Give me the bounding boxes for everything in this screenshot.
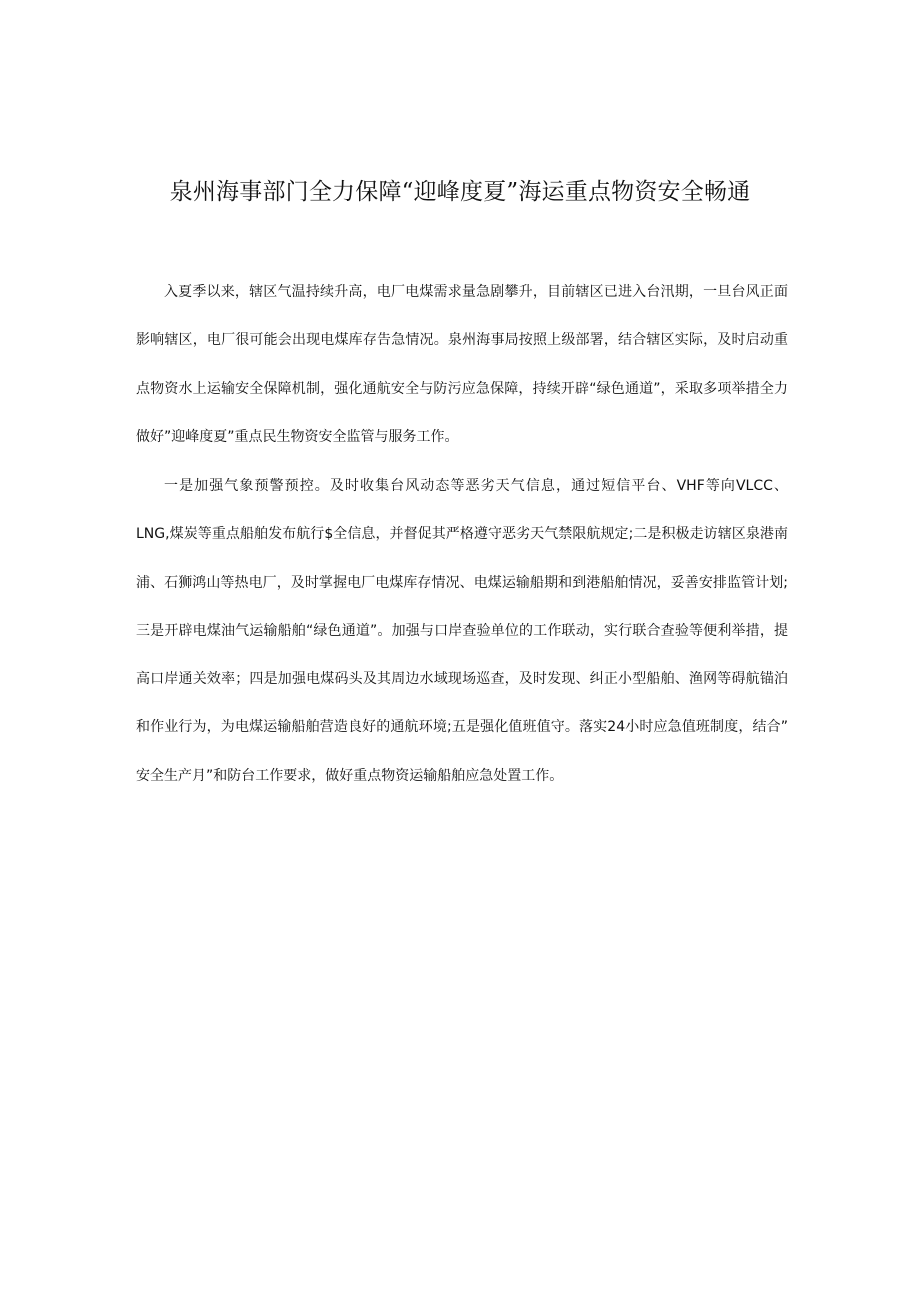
- paragraph-line: 浦、石狮鸿山等热电厂，及时掌握电厂电煤库存情况、电煤运输船期和到港船舶情况，妥善安排监管计划;: [136, 574, 788, 591]
- paragraph-line: 安全生产月”和防台工作要求，做好重点物资运输船舶应急处置工作。: [136, 767, 564, 784]
- paragraph-line: 做好”迎峰度夏”重点民生物资安全监管与服务工作。: [136, 428, 459, 445]
- paragraph-line: LNG,煤炭等重点船舶发布航行$全信息，并督促其严格遵守恶劣天气禁限航规定;二是积极走访辖区泉港南: [136, 526, 788, 543]
- document-title: 泉州海事部门全力保障“迎峰度夏”海运重点物资安全畅通: [169, 179, 751, 205]
- paragraph-line: 入夏季以来，辖区气温持续升高，电厂电煤需求量急剧攀升，目前辖区已进入台汛期，一旦台风正面: [164, 284, 788, 300]
- paragraph-line: 影响辖区，电厂很可能会出现电煤库存告急情况。泉州海事局按照上级部署，结合辖区实际，及时启动重: [136, 332, 788, 349]
- paragraph-line: 和作业行为，为电煤运输船舶营造良好的通航环境;五是强化值班值守。落实24小时应急值班制度，结合”: [136, 719, 788, 736]
- paragraph-line: 一是加强气象预警预控。及时收集台风动态等恶劣天气信息，通过短信平台、VHF等向VLCC、: [164, 478, 788, 494]
- paragraph-1: [136, 268, 788, 461]
- paragraph-2: [136, 462, 788, 800]
- paragraph-line: 点物资水上运输安全保障机制，强化通航安全与防污应急保障，持续开辟“绿色通道”，采取多项举措全力: [136, 380, 788, 397]
- paragraph-line: 三是开辟电煤油气运输船舶“绿色通道”。加强与口岸查验单位的工作联动，实行联合查验等便利举措，提: [136, 622, 788, 639]
- paragraph-line: 高口岸通关效率；四是加强电煤码头及其周边水域现场巡查，及时发现、纠正小型船舶、渔网等碍航锚泊: [136, 671, 788, 688]
